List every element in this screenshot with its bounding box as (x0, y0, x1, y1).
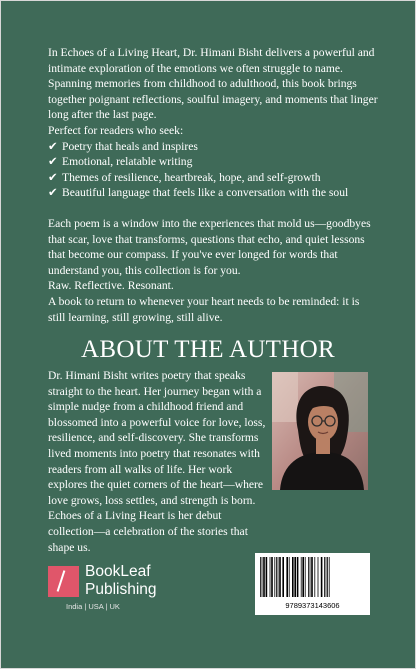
list-item: ✔ Emotional, relatable writing (48, 155, 193, 169)
author-portrait-image (272, 372, 368, 490)
isbn-number: 9789373143606 (285, 601, 340, 610)
barcode-bar (308, 557, 309, 597)
check-icon: ✔ (48, 186, 58, 200)
barcode-bar (318, 557, 319, 597)
barcode-bar (327, 557, 328, 597)
barcode-bar (266, 557, 268, 597)
list-item: ✔ Themes of resilience, heartbreak, hope, and self-growth (48, 170, 321, 184)
back-cover-blurb (48, 45, 378, 325)
barcode-bar (326, 557, 327, 597)
list-item: ✔ Beautiful language that feels like a conversation with the soul (48, 186, 349, 200)
isbn-barcode (255, 553, 370, 615)
author-photo (272, 372, 368, 490)
slash-icon (57, 570, 66, 592)
blurb-tagline: Raw. Reflective. Resonant. (48, 279, 174, 293)
check-icon: ✔ (48, 170, 58, 184)
barcode-bar (311, 557, 313, 597)
barcode-bar (271, 557, 273, 597)
barcode-bar (310, 557, 311, 597)
list-item: ✔ Poetry that heals and inspires (48, 139, 198, 153)
barcode-bars (255, 553, 370, 601)
barcode-bar (274, 557, 275, 597)
barcode-bar (263, 557, 265, 597)
barcode-bar (321, 557, 323, 597)
blurb-intro: In Echoes of a Living Heart, Dr. Himani Bisht delivers a powerful and intimate exploration of the emotions we often struggle to name. Spanning memories from childhood to adulthood, this book brings together poignant reflections, soulful imagery, and moments that linger long after the last page. (48, 46, 378, 122)
barcode-bar (286, 557, 288, 597)
blurb-window: Each poem is a window into the experiences that mold us—goodbyes that scar, love that transforms, questions that echo, and quiet lessons that become our compass. If you've ever longed for words that understand you, this collection is for you. (48, 216, 371, 277)
paragraph-gap (48, 201, 378, 216)
blurb-perfect-for: Perfect for readers who seek: (48, 123, 184, 137)
publisher-name (85, 563, 157, 599)
publisher-name-line2: Publishing (85, 581, 157, 598)
about-author-heading: ABOUT THE AUTHOR (81, 336, 335, 363)
barcode-bar (301, 557, 302, 597)
barcode-bar (294, 557, 296, 597)
barcode-bar (262, 557, 263, 597)
barcode-bar (292, 557, 294, 597)
author-bio: Dr. Himani Bisht writes poetry that speaks straight to the heart. Her journey began with a simple nudge from a childhood friend and blossomed into a powerful voice for love, loss, resilience, and self-discovery. She transforms lived moments into poetry that resonates with readers from all walks of life. Her work explores the quiet corners of the heart—where love grows, loss settles, and strength is born. Echoes of a Living Heart is her debut collection—a celebration of the stories that shape us. (48, 369, 266, 554)
check-icon: ✔ (48, 155, 58, 169)
barcode-bar (260, 557, 261, 597)
barcode-bar (305, 557, 306, 597)
publisher-name-line1: BookLeaf (85, 563, 151, 580)
barcode-bar (297, 557, 299, 597)
publisher-regions: India | USA | UK (66, 602, 120, 611)
barcode-bar (278, 557, 279, 597)
barcode-bar (289, 557, 290, 597)
barcode-bar (302, 557, 304, 597)
barcode-bar (282, 557, 284, 597)
publisher-logo (48, 566, 79, 597)
barcode-bar (279, 557, 281, 597)
blurb-closing: A book to return to whenever your heart needs to be reminded: it is still learning, still growing, still alive. (48, 294, 360, 324)
barcode-bar (276, 557, 277, 597)
barcode-bar (329, 557, 330, 597)
barcode-bar (314, 557, 315, 597)
barcode-bar (270, 557, 271, 597)
check-icon: ✔ (48, 139, 58, 153)
barcode-bar (324, 557, 325, 597)
reader-benefits-list (48, 139, 378, 201)
